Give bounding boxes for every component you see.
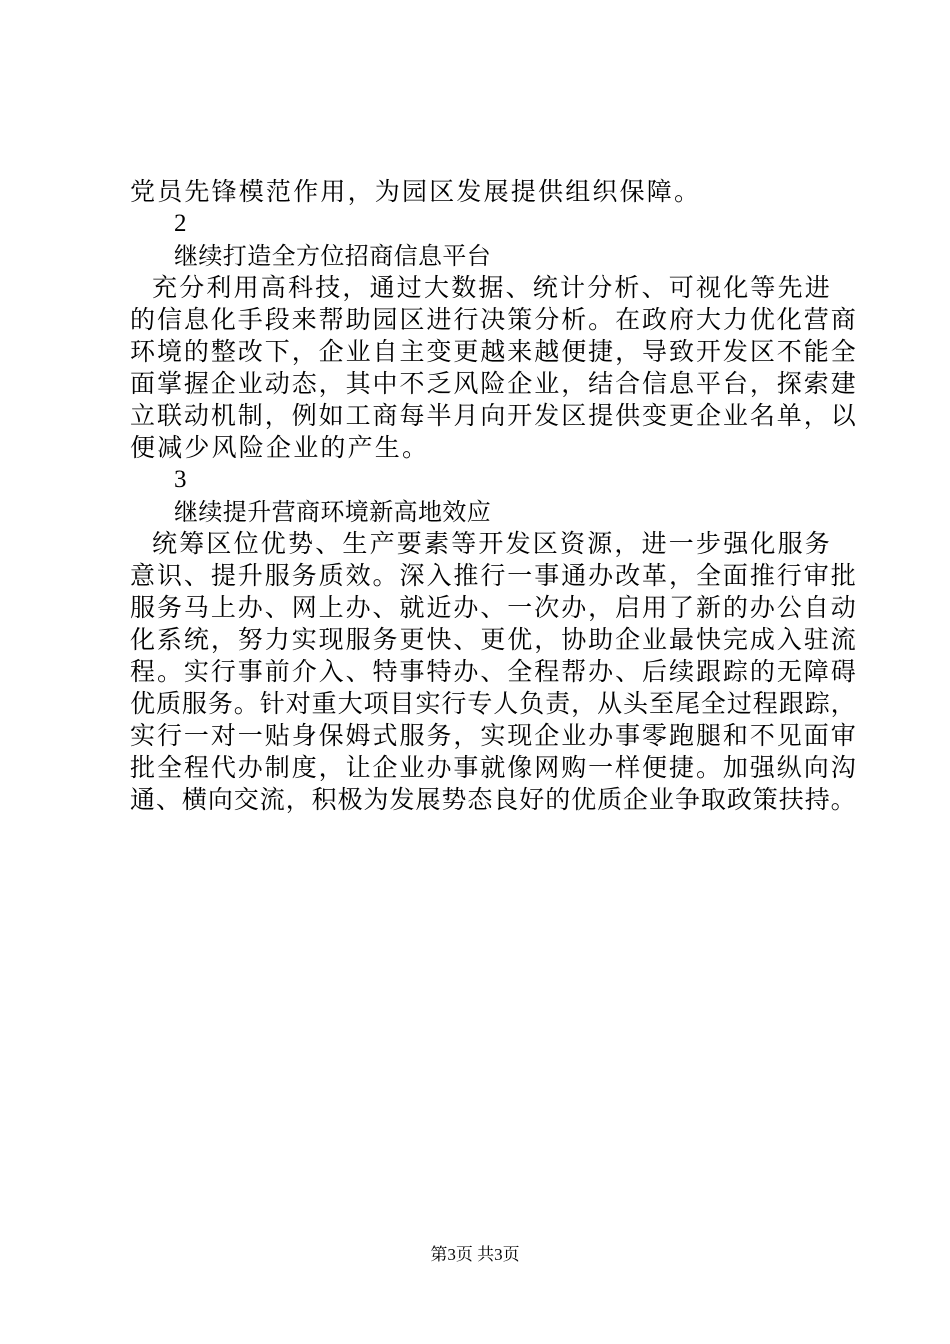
- section-number: 3: [174, 466, 187, 493]
- paragraph-line: 优质服务。针对重大项目实行专人负责，从头至尾全过程跟踪，: [130, 689, 857, 718]
- paragraph-line: 实行一对一贴身保姆式服务，实现企业办事零跑腿和不见面审: [130, 721, 858, 750]
- paragraph-line: 服务马上办、网上办、就近办、一次办，启用了新的办公自动: [130, 593, 858, 622]
- paragraph-line: 充分利用高科技，通过大数据、统计分析、可视化等先进: [152, 273, 833, 302]
- paragraph-line: 的信息化手段来帮助园区进行决策分析。在政府大力优化营商: [130, 305, 858, 334]
- paragraph-line: 程。实行事前介入、特事特办、全程帮办、后续跟踪的无障碍: [130, 657, 858, 686]
- opening-line: 党员先锋模范作用，为园区发展提供组织保障。: [130, 177, 702, 206]
- section-heading: 继续打造全方位招商信息平台: [174, 242, 492, 270]
- paragraph-line: 意识、提升服务质效。深入推行一事通办改革，全面推行审批: [130, 561, 858, 590]
- section-heading: 继续提升营商环境新高地效应: [174, 498, 492, 526]
- section-number: 2: [174, 210, 187, 237]
- paragraph-line: 通、横向交流，积极为发展势态良好的优质企业争取政策扶持。: [130, 785, 857, 814]
- paragraph-line: 面掌握企业动态，其中不乏风险企业，结合信息平台，探索建: [130, 369, 858, 398]
- paragraph-line: 批全程代办制度，让企业办事就像网购一样便捷。加强纵向沟: [130, 753, 858, 782]
- paragraph-line: 便减少风险企业的产生。: [130, 433, 430, 462]
- page-footer: 第3页 共3页: [430, 1245, 520, 1264]
- paragraph-line: 立联动机制，例如工商每半月向开发区提供变更企业名单，以: [130, 401, 858, 430]
- paragraph-line: 环境的整改下，企业自主变更越来越便捷，导致开发区不能全: [130, 337, 858, 366]
- paragraph-line: 统筹区位优势、生产要素等开发区资源，进一步强化服务: [152, 529, 833, 558]
- paragraph-line: 化系统，努力实现服务更快、更优，协助企业最快完成入驻流: [130, 625, 858, 654]
